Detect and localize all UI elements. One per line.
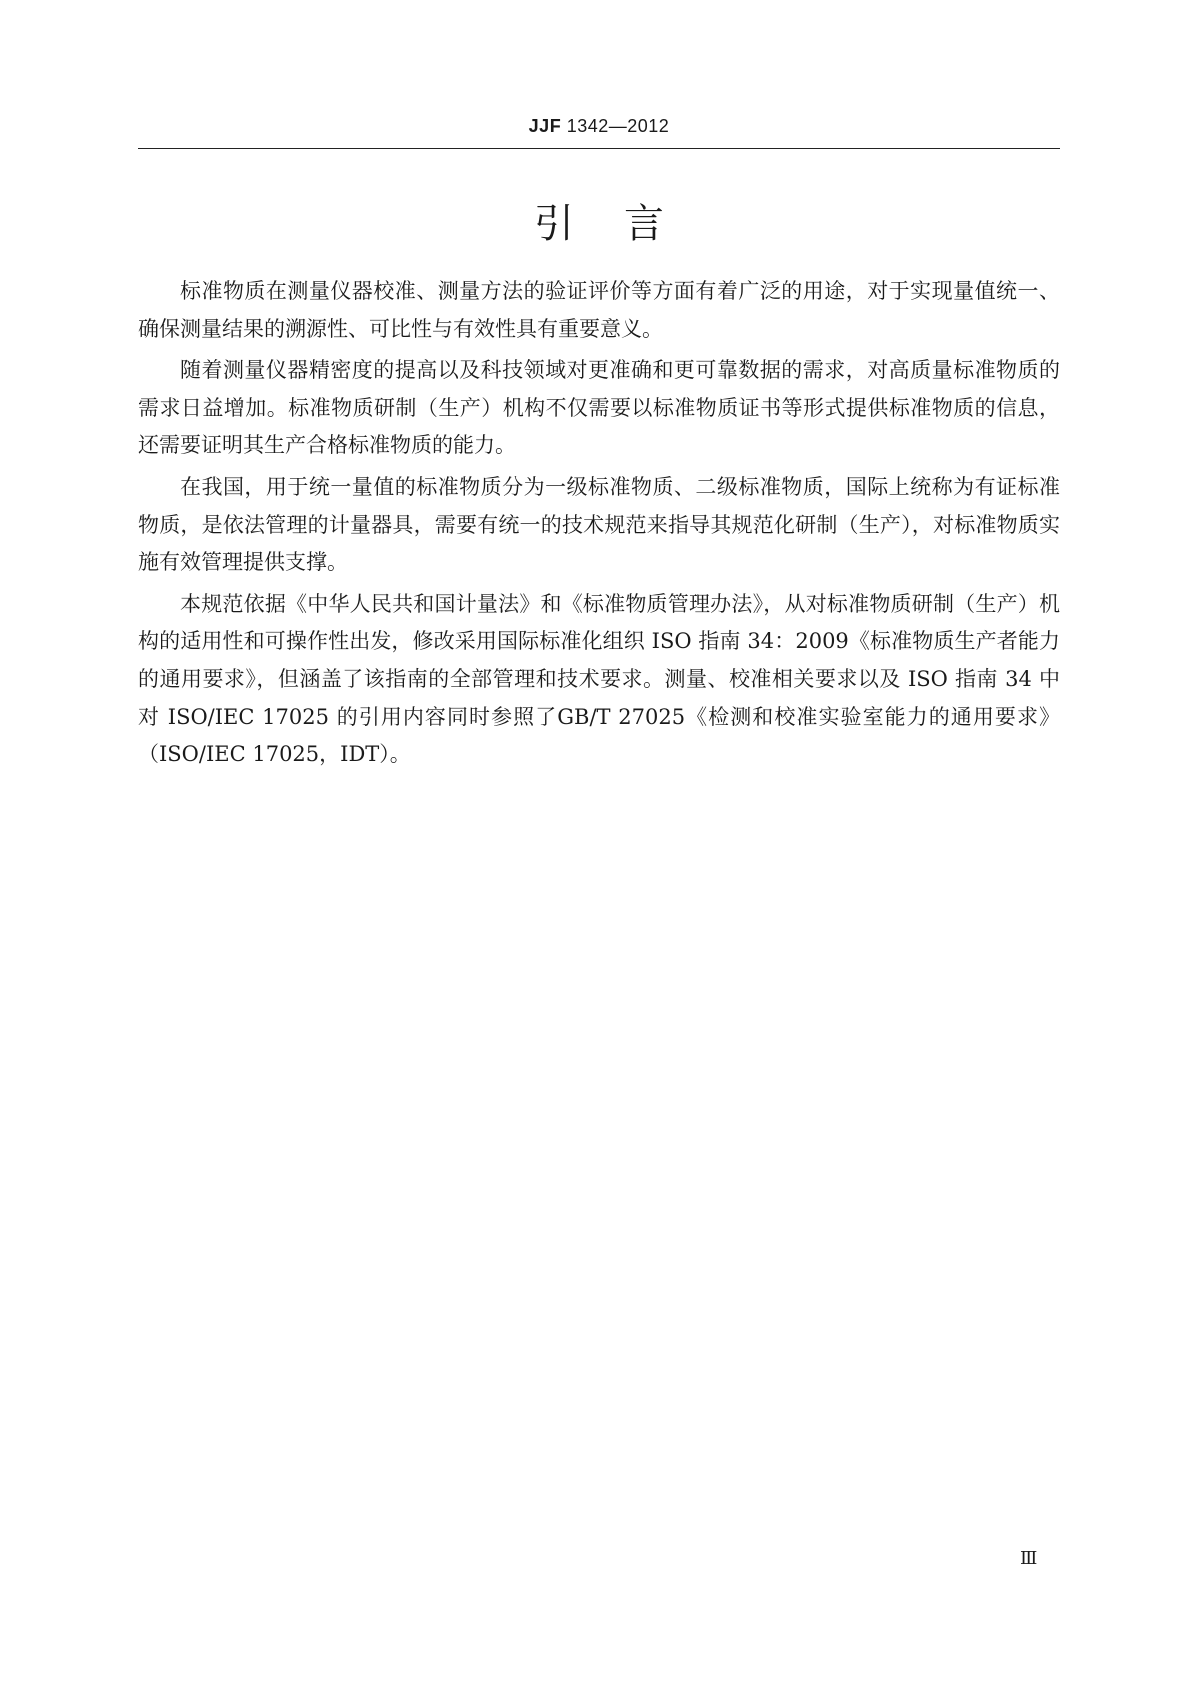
standard-code: JJF (528, 116, 562, 136)
paragraph-4: 本规范依据《中华人民共和国计量法》和《标准物质管理办法》，从对标准物质研制（生产）机构的适用性和可操作性出发，修改采用国际标准化组织 ISO 指南 34：2009《标准物质生产者能力的通用要求》，但涵盖了该指南的全部管理和技术要求。测量、校准相关要求以及 ISO 指南 34 中对 ISO/IEC 17025 的引用内容同时参照了GB/T 27025《检测和校准实验室能力的通用要求》（ISO/IEC 17025，IDT）。 (138, 591, 1060, 767)
page-title: 引言 (534, 201, 714, 247)
page-number: Ⅲ (1020, 1548, 1038, 1569)
paragraph-1: 标准物质在测量仪器校准、测量方法的验证评价等方面有着广泛的用途，对于实现量值统一、确保测量结果的溯源性、可比性与有效性具有重要意义。 (138, 279, 1060, 341)
paragraph-3: 在我国，用于统一量值的标准物质分为一级标准物质、二级标准物质，国际上统称为有证标准物质，是依法管理的计量器具，需要有统一的技术规范来指导其规范化研制（生产），对标准物质实施有效管理提供支撑。 (138, 474, 1060, 575)
body-text (138, 273, 1060, 778)
running-header (138, 116, 1060, 137)
standard-number: 1342—2012 (566, 116, 670, 136)
paragraph-2: 随着测量仪器精密度的提高以及科技领域对更准确和更可靠数据的需求，对高质量标准物质的需求日益增加。标准物质研制（生产）机构不仅需要以标准物质证书等形式提供标准物质的信息，还需要证明其生产合格标准物质的能力。 (138, 358, 1060, 458)
header-divider (138, 148, 1060, 149)
